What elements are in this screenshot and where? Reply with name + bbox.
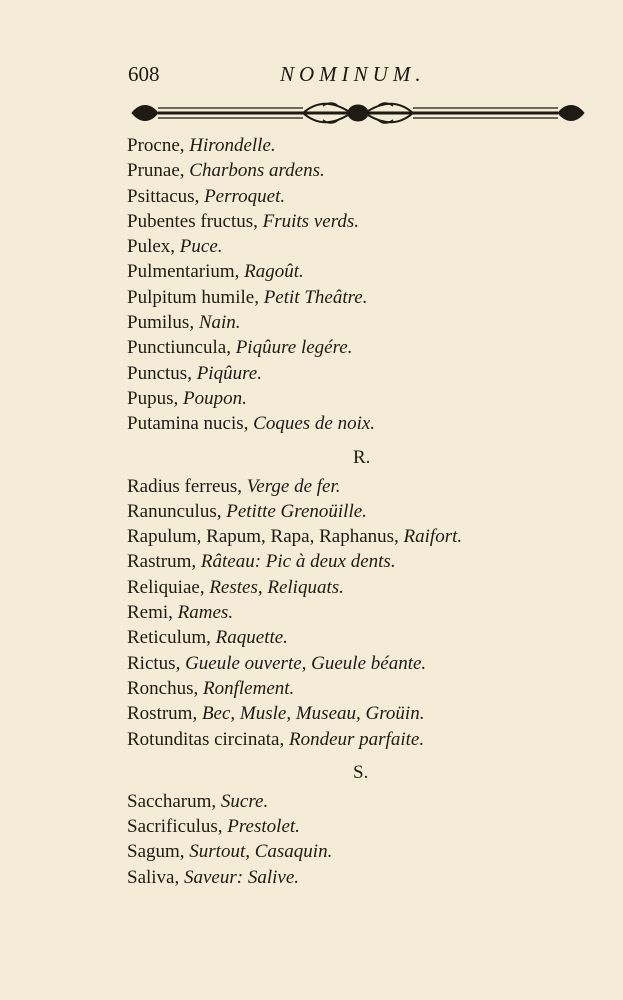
entry-row: Radius ferreus, Verge de fer. bbox=[127, 475, 341, 497]
ornament-rule-icon bbox=[128, 98, 588, 128]
entry-row: Reliquiae, Restes, Reliquats. bbox=[127, 576, 344, 598]
entry-row: Punctus, Piqûure. bbox=[127, 362, 262, 384]
entry-row: Punctiuncula, Piqûure legére. bbox=[127, 337, 353, 359]
section-heading-s: S. bbox=[353, 761, 369, 783]
entry-row: Remi, Rames. bbox=[127, 602, 234, 624]
entry-row: Saccharum, Sucre. bbox=[127, 790, 269, 812]
entry-row: Pulmentarium, Ragoût. bbox=[127, 261, 304, 283]
entry-row: Sacrificulus, Prestolet. bbox=[127, 816, 300, 838]
entry-row: Ranunculus, Petitte Grenoüille. bbox=[127, 500, 367, 522]
entry-list bbox=[127, 133, 597, 890]
page-header bbox=[128, 62, 468, 92]
running-title: NOMINUM. bbox=[280, 62, 426, 86]
entry-row: Psittacus, Perroquet. bbox=[127, 185, 286, 207]
entry-row: Rictus, Gueule ouverte, Gueule béante. bbox=[127, 652, 427, 674]
entry-row: Prunae, Charbons ardens. bbox=[127, 160, 325, 182]
entry-row: Pumilus, Nain. bbox=[127, 312, 241, 334]
entry-row: Rotunditas circinata, Rondeur parfaite. bbox=[127, 728, 425, 750]
entry-row: Pulex, Puce. bbox=[127, 236, 223, 258]
entry-row: Putamina nucis, Coques de noix. bbox=[127, 413, 376, 435]
entry-row: Pulpitum humile, Petit Theâtre. bbox=[127, 286, 368, 308]
entry-row: Sagum, Surtout, Casaquin. bbox=[127, 841, 333, 863]
entry-row: Pubentes fructus, Fruits verds. bbox=[127, 210, 360, 232]
entry-row: Rostrum, Bec, Musle, Museau, Groüin. bbox=[127, 703, 425, 725]
entry-row: Saliva, Saveur: Salive. bbox=[127, 866, 300, 888]
page-number: 608 bbox=[128, 62, 160, 86]
entry-row: Rastrum, Râteau: Pic à deux dents. bbox=[127, 551, 396, 573]
entry-row: Reticulum, Raquette. bbox=[127, 627, 288, 649]
section-heading-r: R. bbox=[353, 446, 371, 468]
entry-row: Pupus, Poupon. bbox=[127, 387, 247, 409]
entry-row: Rapulum, Rapum, Rapa, Raphanus, Raifort. bbox=[127, 526, 463, 548]
entry-row: Procne, Hirondelle. bbox=[127, 135, 276, 156]
entry-row: Ronchus, Ronflement. bbox=[127, 677, 295, 699]
